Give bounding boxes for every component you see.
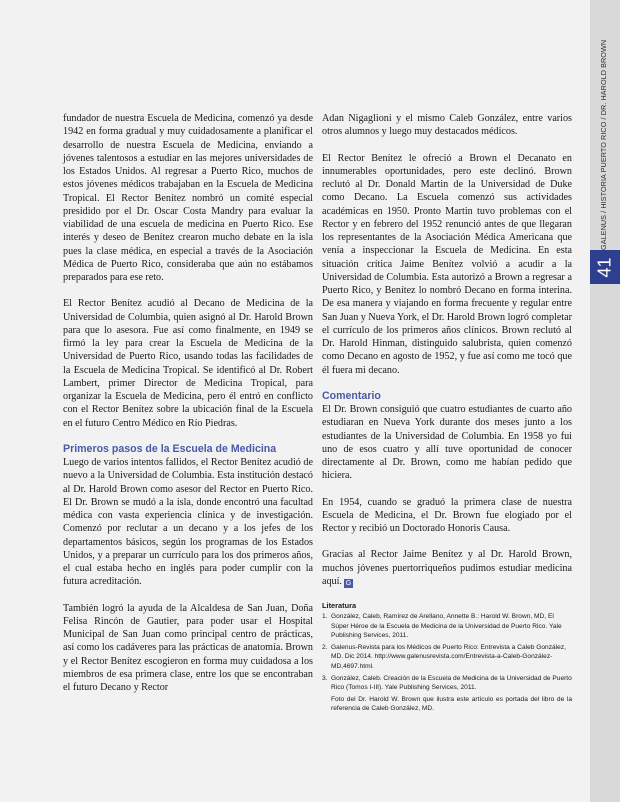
paragraph: En 1954, cuando se graduó la primera clase de nuestra Escuela de Medicina, el Dr. Brown fue elogiado por el Rector y recibió un Doctorado Honoris Causa. [322, 496, 572, 534]
paragraph: También logró la ayuda de la Alcaldesa de San Juan, Doña Felisa Rincón de Gautier, para poder usar el Hospital Municipal de San Juan como principal centro de prácticas, así como los cadáveres para las prácticas de anatomía. Brown y el Rector Benítez escogieron en forma muy cuidadosa a los miembros de esa primera clase, entre los que se encontraban el futuro Decano y Rector [63, 602, 313, 693]
running-title: GALENUS / HISTORIA PUERTO RICO / DR. HAROLD BROWN [599, 39, 608, 250]
photo-credit: Foto del Dr. Harold W. Brown que ilustra este artículo es portada del libro de la referencia de Caleb González, MD. [331, 695, 572, 713]
running-title-area [590, 0, 620, 250]
page-number-box [590, 250, 620, 284]
reference-item [322, 643, 572, 672]
reference-item [322, 674, 572, 693]
end-mark-icon: G [345, 579, 352, 587]
right-column [322, 112, 572, 714]
paragraph: El Rector Benítez le ofreció a Brown el Decanato en innumerables oportunidades, pero este declinó. Brown reclutó al Dr. Donald Martin de la Universidad de Duke como Decano. La Escuela comenzó sus actividades académicas en 1950. Pronto Martin tuvo problemas con el Rector y en febrero del 1952 renunció antes de que llegaran los representantes de la Asociación Médica Americana que venía a inspeccionar la Escuela de Medicina. En esta situación crítica Jaime Benítez volvió a acudir a la Universidad de Columbia. Esta autorizó a Brown a regresar a Puerto Rico, y Benítez lo nombró Decano en forma interina. De esa manera y viajando en forma frecuente y regular entre San Juan y Nueva York, el Dr. Harold Brown logró completar el currículo de los primeros años clínicos. Brown reclutó al Dr. Harold Hinman, distinguido salubrista, quien comenzó como Decano en agosto de 1952, y fue así como me tocó que él fuera mi decano. [322, 152, 572, 376]
reference-text: González, Caleb. Creación de la Escuela de Medicina de la Universidad de Puerto Rico (Tomos I-III). Yale Publishing Services, 2011. [331, 674, 572, 692]
reference-number: 3. [322, 674, 328, 682]
literature-section [322, 601, 572, 714]
section-heading: Comentario [322, 389, 381, 402]
left-column [63, 112, 313, 694]
reference-number: 2. [322, 643, 328, 651]
section-heading: Primeros pasos de la Escuela de Medicina [63, 442, 277, 455]
reference-number: 1. [322, 613, 328, 620]
reference-list [322, 612, 572, 693]
reference-text: Galenus-Revista para los Médicos de Puerto Rico: Entrevista a Caleb González, MD. Dic 2014. http://www.galenusrevista.com/Entrevista-a-Caleb-González-MD,4697.html. [331, 643, 566, 670]
closing-text: Gracias al Rector Jaime Benítez y al Dr. Harold Brown, muchos jóvenes puertorriqueños pudimos estudiar medicina aquí. [322, 549, 572, 587]
page-number: 41 [594, 256, 615, 278]
paragraph: Adan Nigaglioni y el mismo Caleb González, entre varios otros alumnos y luego muy destacados médicos. [322, 113, 572, 138]
literature-title: Literatura [322, 601, 357, 610]
paragraph: Luego de varios intentos fallidos, el Rector Benítez acudió de nuevo a la Universidad de Columbia. Esta institución destacó al Dr. Harold Brown como asesor del Rector en Puerto Rico. El Dr. Brown se mudó a la isla, donde encontró una facultad médica con vasta experiencia clínica y de investigación. Comenzó por reclutar a un decano y a los jefes de los departamentos básicos, según los programas de los Estados Unidos, y a preparar un currículo para los dos primeros años, el cual estaba hecho en inglés para poder cumplir con la futura acreditación. [63, 457, 313, 588]
reference-text: González, Caleb, Ramírez de Arellano, Annette B.: Harold W. Brown, MD, El Súper Héroe de la Escuela de Medicina de la Universidad de Puerto Rico. Yale Publishing Services, 2011. [331, 613, 562, 640]
paragraph: El Rector Benítez acudió al Decano de Medicina de la Universidad de Columbia, quien asignó al Dr. Harold Brown para que lo asesora. Fue así como finalmente, en 1949 se firmó la ley para crear la Escuela de Medicina de la Universidad de Puerto Rico, usando todas las facilidades de la Escuela de Medicina Tropical. Se identificó al Dr. Robert Lambert, primer Director de Medicina Tropical, para organizar la Escuela de Medicina, pero él entró en conflicto con el Rector Benítez sobre la ubicación final de la Escuela en el futuro Centro Médico en Río Piedras. [63, 298, 313, 429]
reference-item [322, 612, 572, 641]
paragraph: El Dr. Brown consiguió que cuatro estudiantes de cuarto año estudiaran en Nueva York durante dos meses junto a los estudiantes de la Universidad de Columbia. En 1958 yo fui uno de esos cuatro y allí tuve oportunidad de conocer directamente al Dr. Brown, como me habían pedido que hiciera. [322, 404, 572, 482]
paragraph: fundador de nuestra Escuela de Medicina, comenzó ya desde 1942 en forma gradual y muy cuidadosamente a planificar el desarrollo de nuestra Escuela de Medicina, enviando a jóvenes talentosos a estudiar en las mejores universidades de los Estados Unidos. Al regresar a Puerto Rico, muchos de estos jóvenes médicos trabajaban en la Escuela de Medicina Tropical. El Rector Benítez nombró un comité especial presidido por el Dr. Oscar Costa Mandry para evaluar la viabilidad de una escuela de medicina en Puerto Rico. Ese interés y deseo de Benítez crearon mucho debate en la isla pues la clase médica, en especial a través de la Asociación Médica de Puerto Rico, consideraba que aún no estábamos preparados para ese reto. [63, 113, 313, 283]
closing-paragraph [322, 548, 572, 588]
